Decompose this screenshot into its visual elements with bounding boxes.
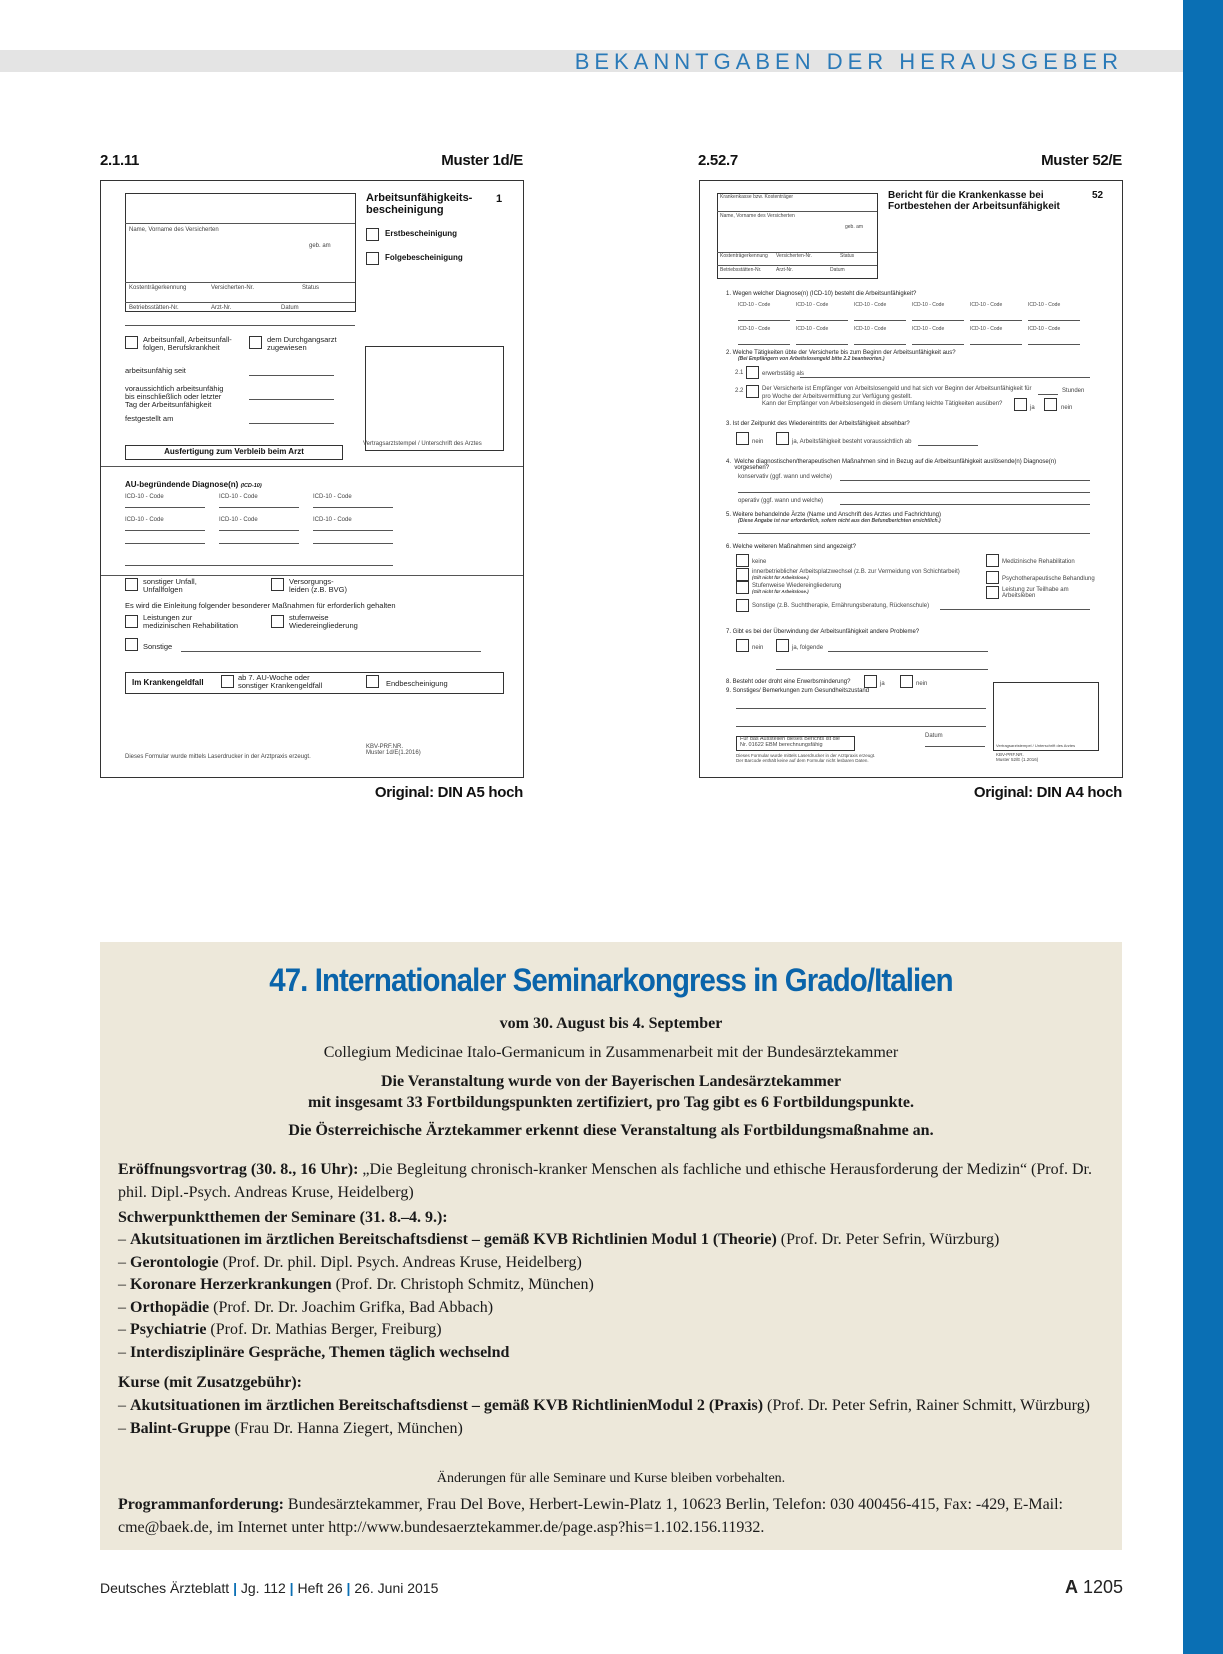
changes-note: Änderungen für alle Seminare und Kurse bleiben vorbehalten. [436,1471,786,1486]
opening-text: „Die Begleitung chronisch-kranker Menschen als fachliche und ethische Herausforderung der Medizin“ (Prof. Dr. phil. Dipl.-Psych. Andreas Kruse, Heidelberg) [118,1161,1092,1201]
item-detail: (Prof. Dr. Mathias Berger, Freiburg) [206,1321,442,1338]
icd-line [219,507,299,508]
icd-label: ICD-10 - Code [854,326,887,332]
blue-side-bar [1183,0,1223,1654]
checkbox-teilhabe[interactable] [986,586,999,599]
field-bsnr-label: Betriebsstätten-Nr. [720,267,762,273]
seit-label: arbeitsunfähig seit [125,366,186,375]
checkbox-q3-ja[interactable] [776,432,789,445]
operativ-label: operativ (ggf. wann und welche) [738,498,824,504]
question-5-note: (Diese Angabe ist nur erforderlich, sofern nicht aus den Befundberichten ersichtlich.) [738,518,941,524]
q7-line [828,651,988,652]
q7-nein-label: nein [752,645,764,651]
ab7-label: ab 7. AU-Woche oder sonstiger Krankengeldfall [238,673,323,690]
sonstiger-unfall-label: sonstiger Unfall, Unfallfolgen [143,577,197,594]
checkbox-keine[interactable] [736,554,749,567]
q8-nein-label: nein [916,681,928,687]
seminar-certification-1: Die Veranstaltung wurde von der Bayerischen Landesärztekammer [380,1073,842,1090]
issue: Heft 26 [297,1580,343,1596]
form2-original-size: Original: DIN A4 hoch [973,784,1122,801]
field-bsnr-label: Betriebsstätten-Nr. [129,305,179,311]
list-dash: – [118,1231,130,1248]
courses-list [118,1395,1108,1440]
sonstige-line [181,651,481,652]
q3-ja-label: ja, Arbeitsfähigkeit besteht voraussichtlich ab [792,439,912,445]
form1-title-number: 1 [496,193,503,205]
festgestellt-label: festgestellt am [125,414,174,423]
konservativ-label: konservativ (ggf. wann und welche) [738,474,833,480]
q22-ja-label: ja [1030,405,1035,411]
checkbox-endbescheinigung[interactable] [366,675,379,688]
form1-original-size: Original: DIN A5 hoch [374,784,523,801]
checkbox-durchgangsarzt[interactable] [249,336,262,349]
opening-label: Eröffnungsvortrag (30. 8., 16 Uhr): [118,1161,359,1178]
form2-muster: Muster 52/E [1041,152,1122,169]
form2-number: 2.52.7 [698,152,738,169]
form2-title: Bericht für die Krankenkasse bei Fortbestehen der Arbeitsunfähigkeit [888,190,1060,212]
checkbox-wiedereingliederung[interactable] [271,615,284,628]
icd-line [854,344,906,345]
icd-line [313,543,393,544]
stamp-box [365,346,504,451]
icd-label: ICD-10 - Code [970,326,1003,332]
field-versnr-label: Versicherten-Nr. [211,285,255,291]
checkbox-q22-nein[interactable] [1044,398,1057,411]
gilt-note: (Gilt nicht für Arbeitslose.) [752,589,809,594]
stunden-label: Stunden [1062,388,1085,394]
erst-label: Erstbescheinigung [385,229,458,238]
stempel-label: Vertragsarztstempel / Unterschrift des Arztes [363,441,482,447]
separator: | [346,1580,351,1596]
kbv-number: KBV-PRF.NR. Muster 52/E (1.2016) [996,752,1039,762]
q22-number: 2.2 [735,388,744,394]
checkbox-stufenweise[interactable] [736,581,749,594]
icd-line [219,530,299,531]
list-dash: – [118,1397,130,1414]
section-title: BEKANNTGABEN DER HERAUSGEBER [574,49,1123,74]
q7-line [776,669,988,670]
q9-line [736,726,986,727]
courses-heading: Kurse (mit Zusatzgebühr): [118,1374,302,1391]
field-status-label: Status [302,285,320,291]
q7-ja-label: ja, folgende [792,645,824,651]
icd-label: ICD-10 - Code [313,517,352,523]
question-7: 7. Gibt es bei der Überwindung der Arbeitsunfähigkeit andere Probleme? [726,629,920,635]
item-title: Orthopädie [130,1298,210,1316]
list-dash: – [118,1298,130,1316]
question-2: 2. Welche Tätigkeiten übte der Versicherte bis zum Beginn der Arbeitsunfähigkeit aus? [726,350,956,356]
checkbox-sonstiger-unfall[interactable] [125,578,138,591]
icd-line [970,320,1022,321]
field-geb-label: geb. am [845,224,864,230]
seminar-announcement [100,942,1122,1550]
divider [125,302,355,303]
icd-label: ICD-10 - Code [796,302,829,308]
q3-line [918,445,978,446]
list-dash: – [118,1253,130,1271]
icd-label: ICD-10 - Code [1028,302,1061,308]
divider [101,575,523,576]
checkbox-q3-nein[interactable] [736,432,749,445]
item-title: Balint-Gruppe [130,1419,231,1437]
item-title: Psychiatrie [130,1321,207,1338]
wiedereingliederung-label: stufenweise Wiedereingliederung [289,613,358,630]
q3-nein-label: nein [752,439,764,445]
field-geb-label: geb. am [309,243,331,249]
endbescheinigung-label: Endbescheinigung [386,679,448,688]
keine-label: keine [752,559,767,565]
sonstige-line [940,609,1090,610]
question-3: 3. Ist der Zeitpunkt des Wiedereintritts der Arbeitsfähigkeit absehbar? [726,421,910,427]
icd-line [912,320,964,321]
item-title: Akutsituationen im ärztlichen Bereitschaftsdienst – gemäß KVB Richtlinien Modul 1 (Theorie) [130,1231,777,1248]
checkbox-sonstige[interactable] [125,638,138,651]
checkbox-psychotherapie[interactable] [986,571,999,584]
page-number [1065,1577,1123,1598]
checkbox-q8-ja[interactable] [864,675,877,688]
durchgangsarzt-label: dem Durchgangsarzt zugewiesen [267,335,337,352]
reha-label: Leistungen zur medizinischen Rehabilitation [143,613,239,630]
seminar-austria-note: Die Österreichische Ärztekammer erkennt diese Veranstaltung als Fortbildungsmaßnahme an. [288,1122,934,1139]
footer [100,1580,438,1596]
page-prefix: A [1064,1577,1078,1597]
seminar-dates: vom 30. August bis 4. September [499,1015,723,1032]
field-kennung-label: Kostenträgerkennung [129,285,187,291]
icd-line [796,344,848,345]
q4-line [738,492,1090,493]
checkbox-versorgungsleiden[interactable] [271,578,284,591]
separator: | [233,1580,237,1596]
form-muster-1 [100,180,524,778]
divider [717,265,877,266]
question-6: 6. Welche weiteren Maßnahmen sind angezeigt? [726,544,856,550]
field-kasse-label: Krankenkasse bzw. Kostenträger [720,194,794,200]
list-item [118,1342,1108,1365]
q21-line [800,377,1090,378]
field-arztnr-label: Arzt-Nr. [776,267,793,273]
item-title: Koronare Herzerkrankungen [130,1276,332,1293]
program-text: Bundesärztekammer, Frau Del Bove, Herbert-Lewin-Platz 1, 10623 Berlin, Telefon: 030 400456-415, Fax: -429, E-Mail: cme@baek.de, im Internet unter http://www.bundesaerztekammer.de/page.asp?his=1.102.156.11932. [118,1496,1063,1536]
diagnose-sub: (ICD-10) [240,483,262,489]
list-dash: – [118,1321,130,1338]
innerbetrieblich-label: innerbetrieblicher Arbeitsplatzwechsel (z.B. zur Vermeidung von Schichtarbeit) [752,569,960,575]
icd-line [1028,320,1080,321]
sonstige-label: Sonstige (z.B. Suchttherapie, Ernährungsberatung, Rückenschule) [752,603,930,609]
topics-list [118,1229,1108,1364]
checkbox-q7-ja[interactable] [776,639,789,652]
checkbox-erst[interactable] [366,228,379,241]
question-9: 9. Sonstiges/ Bemerkungen zum Gesundheitszustand [726,688,870,694]
field-name-label: Name, Vorname des Versicherten [129,227,219,233]
divider [717,211,877,212]
icd-label: ICD-10 - Code [738,326,771,332]
q21-label: erwerbstätig als [762,371,805,377]
list-dash: – [118,1343,130,1361]
form1-muster: Muster 1d/E [441,152,523,169]
icd-line [796,320,848,321]
medreha-label: Medizinische Rehabilitation [1002,559,1075,565]
festgestellt-line [249,423,334,424]
stamp-box [993,682,1099,751]
item-detail: (Prof. Dr. Christoph Schmitz, München) [331,1276,594,1293]
checkbox-arbeitsunfall[interactable] [125,336,138,349]
icd-line [313,507,393,508]
form-muster-52 [699,180,1123,778]
krankengeld-label: Im Krankengeldfall [132,678,204,687]
icd-line [125,543,205,544]
laser-note: Dieses Formular wurde mittels Laserdrucker in der Arztpraxis erzeugt. [125,754,311,760]
list-item [118,1319,1108,1342]
form1-number: 2.1.11 [100,152,140,169]
field-arztnr-label: Arzt-Nr. [211,305,232,311]
question-1: 1. Wegen welcher Diagnose(n) (ICD-10) besteht die Arbeitsunfähigkeit? [726,291,917,297]
q22-label: Der Versicherte ist Empfänger von Arbeitslosengeld und hat sich vor Beginn der Arbeitsunfähigkeit für pro Woche der Arbeitsvermittlung zur Verfügung gestellt. Kann der Empfänger von Arbeitslosengeld in diesem Umfang leichte Tätigkeiten ausüben? [762,386,1032,407]
icd-line [125,507,205,508]
datum-line [925,746,985,747]
separator: | [289,1580,294,1596]
folge-label: Folgebescheinigung [385,253,463,262]
list-item [118,1297,1108,1320]
seminar-title: 47. Internationaler Seminarkongress in Grado/Italien [269,962,953,998]
icd-label: ICD-10 - Code [125,517,164,523]
icd-line [854,320,906,321]
journal-name: Deutsches Ärzteblatt [100,1580,230,1596]
stempel-label: Vertragsarztstempel / Unterschrift des Arztes [996,743,1076,748]
question-4: 4. Welche diagnostischen/therapeutischen Maßnahmen sind in Bezug auf die Arbeitsunfähigkeit auslösende(n) Diagnose(n) vorgesehen? [726,459,1057,472]
checkbox-folge[interactable] [366,252,379,265]
field-datum-label: Datum [830,267,845,273]
icd-line [912,344,964,345]
checkbox-q8-nein[interactable] [900,675,913,688]
datum-label: Datum [925,733,943,739]
list-item [118,1274,1108,1297]
konservativ-line [840,480,1090,481]
operativ-line [840,504,1090,505]
diagnose-title [125,481,262,490]
teilhabe-label: Leistung zur Teilhabe am Arbeitsleben [1002,587,1069,599]
form1-title: Arbeitsunfähigkeits- bescheinigung [366,192,473,216]
question-2-note: (Bei Empfängern von Arbeitslosengeld bitte 2.2 beantworten.) [738,356,885,362]
arbeitsunfall-label: Arbeitsunfall, Arbeitsunfall- folgen, Berufskrankheit [143,335,232,352]
icd-line [738,320,790,321]
icd-line [219,543,299,544]
checkbox-ab7[interactable] [221,675,234,688]
icd-label: ICD-10 - Code [1028,326,1061,332]
seit-line [249,375,334,376]
kbv-number: KBV-PRF.NR. Muster 1d/E(1.2016) [366,744,421,756]
page-value: 1205 [1082,1577,1123,1597]
icd-label: ICD-10 - Code [125,494,164,500]
question-8: 8. Besteht oder droht eine Erwerbsminderung? [726,679,851,685]
q22-nein-label: nein [1061,405,1073,411]
divider [125,282,355,283]
icd-label: ICD-10 - Code [796,326,829,332]
list-item [118,1252,1108,1275]
checkbox-reha[interactable] [125,615,138,628]
item-title: Interdisziplinäre Gespräche, Themen täglich wechselnd [130,1343,510,1361]
checkbox-medreha[interactable] [986,554,999,567]
form2-title-number: 52 [1092,190,1104,201]
icd-label: ICD-10 - Code [313,494,352,500]
q9-line [736,708,986,709]
field-name-label: Name, Vorname des Versicherten [720,213,795,219]
divider [125,325,355,326]
einleitung-label: Es wird die Einleitung folgender besonderer Maßnahmen für erforderlich gehalten [125,601,396,610]
checkbox-erwerbstaetig[interactable] [746,366,759,379]
checkbox-arbeitslosengeld[interactable] [746,385,759,398]
stufenweise-label: Stufenweise Wiedereingliederung [752,583,842,589]
icd-line [738,344,790,345]
icd-line [970,344,1022,345]
issue-date: 26. Juni 2015 [354,1580,439,1596]
q21-number: 2.1 [735,370,744,376]
checkbox-innerbetrieblich[interactable] [736,568,749,581]
seminar-certification-2: mit insgesamt 33 Fortbildungspunkten zertifiziert, pro Tag gibt es 6 Fortbildungspunkte. [308,1094,914,1111]
checkbox-q7-nein[interactable] [736,639,749,652]
item-title: Akutsituationen im ärztlichen Bereitschaftsdienst – gemäß KVB RichtlinienModul 2 (Praxis) [130,1397,764,1414]
icd-label: ICD-10 - Code [854,302,887,308]
program-label: Programmanforderung: [118,1496,284,1513]
opening-lecture [118,1159,1108,1204]
icd-label: ICD-10 - Code [738,302,771,308]
volume: Jg. 112 [240,1580,286,1596]
q5-line [738,533,1090,534]
list-item [118,1229,1108,1252]
seminar-organizer: Collegium Medicinae Italo-Germanicum in Zusammenarbeit mit der Bundesärztekammer [323,1044,899,1061]
psychotherapie-label: Psychotherapeutische Behandlung [1002,576,1095,582]
versorgungsleiden-label: Versorgungs- leiden (z.B. BVG) [289,577,347,594]
icd-label: ICD-10 - Code [219,494,258,500]
item-detail: (Prof. Dr. Dr. Joachim Grifka, Bad Abbach) [209,1298,494,1316]
field-kennung-label: Kostenträgerkennung [720,253,768,259]
laser-note: Dieses Formular wurde mittels Laserdrucker in der Arztpraxis erzeugt. Der Barcode enthält keine auf dem Formular nicht lesbaren Daten. [736,753,876,763]
icd-line [1028,344,1080,345]
checkbox-sonstige[interactable] [736,599,749,612]
program-request [118,1494,1108,1539]
icd-line [125,530,205,531]
gilt-note: (Gilt nicht für Arbeitslose.) [752,575,809,580]
checkbox-q22-ja[interactable] [1014,398,1027,411]
question-5: 5. Weitere behandelnde Ärzte (Name und Anschrift des Arztes und Fachrichtung) [726,512,942,518]
item-detail: (Prof. Dr. Peter Sefrin, Rainer Schmitt, Würzburg) [763,1397,1090,1414]
item-detail: (Prof. Dr. Peter Sefrin, Würzburg) [776,1231,1000,1248]
field-datum-label: Datum [281,305,299,311]
ausfertigung-label: Ausfertigung zum Verbleib beim Arzt [164,447,304,456]
diag-line [125,565,393,566]
item-detail: (Frau Dr. Hanna Ziegert, München) [230,1419,463,1437]
q8-ja-label: ja [880,681,885,687]
list-dash: – [118,1419,130,1437]
voraus-line [249,399,334,400]
icd-label: ICD-10 - Code [912,302,945,308]
topics-heading: Schwerpunktthemen der Seminare (31. 8.–4. 9.): [118,1209,448,1226]
icd-label: ICD-10 - Code [912,326,945,332]
divider [101,466,523,467]
sonstige-label: Sonstige [143,642,173,651]
diagnose-title-text: AU-begründende Diagnose(n) [125,480,239,489]
voraus-label: voraussichtlich arbeitsunfähig bis einschließlich oder letzter Tag der Arbeitsunfähigkeit [125,384,224,409]
list-item [118,1418,1108,1441]
field-versnr-label: Versicherten-Nr. [776,253,812,259]
stunden-line [1038,394,1058,395]
list-item [118,1395,1108,1418]
icd-label: ICD-10 - Code [970,302,1003,308]
field-status-label: Status [840,253,855,259]
item-detail: (Prof. Dr. phil. Dipl. Psych. Andreas Kruse, Heidelberg) [218,1253,582,1271]
icd-label: ICD-10 - Code [219,517,258,523]
ebm-note: Für das Ausstellen dieses Berichts ist die Nr. 01622 EBM berechnungsfähig [740,736,840,748]
divider [125,223,355,224]
icd-line [313,530,393,531]
patient-field-block [125,193,356,312]
list-dash: – [118,1276,130,1293]
item-title: Gerontologie [130,1253,219,1271]
